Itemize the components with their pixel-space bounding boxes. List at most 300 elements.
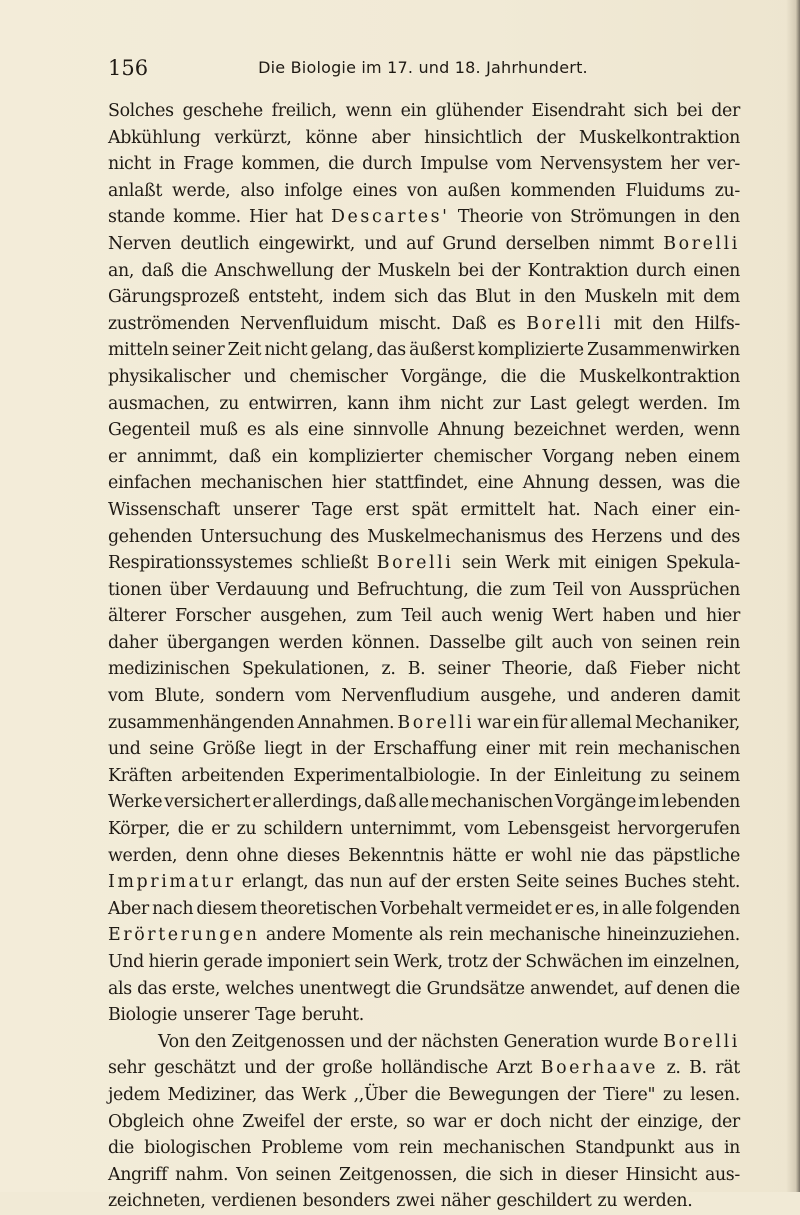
word: sich — [499, 1164, 534, 1185]
word: komplizierter — [308, 446, 423, 467]
text-line — [108, 284, 740, 311]
word: Körper, — [108, 819, 171, 840]
word: z. — [381, 659, 396, 680]
word: der — [491, 260, 521, 281]
word: seiner — [437, 659, 491, 680]
word: eines — [352, 180, 398, 201]
word: Angriff — [108, 1164, 168, 1185]
word: unentwegt — [299, 978, 391, 999]
word: Und — [108, 952, 144, 972]
word: welches — [225, 978, 294, 999]
word: folgenden — [655, 898, 740, 919]
text-line — [108, 656, 740, 683]
word: denen — [656, 978, 709, 999]
word: theoretischen — [260, 898, 377, 919]
word: Von — [236, 1164, 268, 1185]
page-header — [108, 56, 738, 86]
word: er — [211, 819, 230, 840]
text-line — [108, 311, 740, 338]
word: vom — [352, 1138, 389, 1159]
word: Probleme — [261, 1138, 343, 1159]
word: ein — [512, 712, 539, 733]
word: Forscher — [175, 606, 251, 627]
word: Zeitgenossen, — [338, 1164, 458, 1185]
text-line — [108, 178, 740, 205]
word: im — [638, 792, 660, 813]
word: Teil — [401, 606, 432, 627]
word: lesen. — [690, 1084, 740, 1105]
word: allerdings, — [272, 792, 363, 813]
word: was — [671, 473, 705, 494]
word: dessen, — [598, 473, 663, 494]
word: nie — [580, 845, 607, 866]
word: Fluidums — [625, 180, 705, 201]
word: Kräften — [108, 765, 173, 786]
word: Von — [158, 1031, 190, 1052]
word: Teil — [553, 579, 584, 600]
text-line — [108, 550, 740, 577]
word: Nervenfludium — [341, 686, 470, 707]
word: andere — [265, 925, 326, 946]
word: Borelli — [663, 1031, 740, 1052]
word: werden — [278, 632, 343, 653]
word: nicht — [440, 393, 484, 414]
word: hier — [331, 473, 366, 494]
word: werden, — [615, 420, 685, 441]
text-line — [108, 763, 740, 790]
word: gerade — [203, 952, 263, 972]
word: bei — [676, 101, 703, 121]
word: es — [497, 313, 516, 334]
word: entsteht, — [248, 287, 324, 308]
word: hier — [705, 606, 740, 627]
word: einer — [651, 499, 696, 520]
word: nicht — [108, 154, 151, 175]
word: kann — [347, 393, 389, 414]
word: war — [433, 1111, 466, 1132]
word: es, — [575, 898, 600, 919]
word: seines — [565, 872, 619, 893]
word: erst — [365, 499, 399, 520]
word: Descartes' — [330, 207, 450, 228]
word: und — [243, 366, 277, 387]
word: des — [329, 526, 360, 547]
word: zu — [236, 819, 257, 840]
word: auch — [551, 632, 593, 653]
word: an, — [108, 260, 135, 281]
word: Impulse — [419, 154, 489, 175]
word: diesem — [196, 898, 257, 919]
word: kommenden — [510, 180, 616, 201]
word: einem — [687, 446, 740, 467]
text-line — [108, 949, 740, 976]
word: durch — [635, 260, 686, 281]
word: von — [407, 180, 438, 201]
word: im — [627, 952, 649, 972]
text-line — [108, 1188, 740, 1215]
word: zu — [662, 1084, 683, 1105]
word: der — [515, 765, 545, 786]
text-line — [108, 843, 740, 870]
word: ersten — [455, 872, 510, 893]
word: und — [349, 1031, 383, 1052]
word: doch — [499, 1111, 541, 1132]
word: Last — [529, 393, 567, 414]
word: allemal — [569, 712, 632, 733]
text-line — [108, 603, 740, 630]
word: Aber — [108, 898, 149, 919]
word: Gärungsprozeß — [108, 287, 240, 308]
word: Herzens — [591, 526, 663, 547]
word: Werk — [505, 553, 550, 574]
word: Eisendraht — [531, 101, 625, 121]
word: dieser — [565, 1164, 618, 1185]
word: Hier — [249, 207, 287, 228]
word: und — [567, 686, 600, 707]
word: verkürzt, — [214, 127, 292, 148]
word: daher — [108, 632, 158, 653]
word: erste, — [171, 978, 221, 999]
word: Im — [717, 393, 740, 414]
word: nicht — [696, 659, 740, 680]
word: imponiert — [266, 952, 350, 972]
text-line — [108, 417, 740, 444]
word: nicht — [549, 1111, 593, 1132]
word: Annahmen. — [297, 712, 395, 733]
word: durch — [362, 154, 412, 175]
word: die — [414, 1084, 441, 1105]
word: her — [670, 154, 700, 175]
word: ermittelt — [460, 499, 535, 520]
word: die — [476, 579, 503, 600]
word: Respirationssystemes — [108, 553, 293, 574]
word: können. — [351, 632, 420, 653]
word: Erschaffung — [373, 739, 477, 760]
word: ausgehe, — [480, 686, 557, 707]
word: ihm — [398, 393, 431, 414]
word: zu — [597, 1191, 618, 1212]
word: von — [591, 579, 622, 600]
word: über — [169, 579, 209, 600]
word: Generation — [503, 1031, 599, 1052]
word: wurde — [603, 1031, 659, 1052]
word: anwendet, — [529, 978, 619, 999]
word: geschätzt — [153, 1058, 236, 1079]
word: als — [418, 925, 443, 946]
word: sinnvolle — [353, 420, 429, 441]
word: auch — [441, 606, 483, 627]
word: Werk, — [393, 952, 443, 972]
word: der — [387, 1031, 417, 1052]
word: Vorgang — [542, 446, 614, 467]
word: äußerst — [409, 340, 475, 361]
word: das — [314, 872, 344, 893]
word: Befruchtung, — [356, 579, 469, 600]
word: die — [395, 978, 422, 999]
word: Bekenntnis — [348, 845, 444, 866]
word: Einleitung — [553, 765, 642, 786]
text-line — [108, 470, 740, 497]
text-line — [108, 98, 740, 125]
word: die — [108, 1138, 134, 1159]
word: glühender — [435, 101, 523, 121]
word: daß — [364, 792, 397, 813]
word: des — [553, 526, 584, 547]
text-line — [108, 1002, 740, 1029]
text-line — [108, 337, 740, 364]
word: auf — [406, 233, 434, 254]
word: ein — [271, 446, 298, 467]
word: es — [246, 420, 266, 441]
word: daß — [584, 659, 617, 680]
word: rein — [398, 1138, 433, 1159]
word: ein — [400, 101, 427, 121]
word: Wissenschaft — [108, 499, 220, 520]
word: werden, — [108, 845, 178, 866]
word: der — [711, 101, 740, 121]
word: der — [312, 1111, 342, 1132]
word: Experimentalbiologie. — [293, 765, 481, 786]
word: einfachen — [108, 473, 192, 494]
word: sondern — [215, 686, 285, 707]
word: tionen — [108, 579, 162, 600]
word: den — [708, 207, 740, 228]
text-line — [108, 1162, 740, 1189]
word: aus- — [704, 1164, 740, 1185]
word: aus — [684, 1138, 714, 1159]
word: mischt. — [378, 313, 441, 334]
text-line — [108, 816, 740, 843]
word: rät — [715, 1058, 740, 1079]
word: Nach — [593, 499, 639, 520]
word: Frage — [183, 154, 234, 175]
word: Vorgänge — [554, 792, 637, 813]
word: Schwächen — [525, 952, 623, 972]
text-line — [108, 922, 740, 949]
text-line — [108, 151, 740, 178]
word: chemischer — [433, 446, 532, 467]
word: seinen — [641, 632, 697, 653]
word: haben — [602, 606, 655, 627]
word: er — [504, 845, 523, 866]
word: hierin — [148, 952, 199, 972]
word: Nervensystem — [539, 154, 663, 175]
word: mit — [666, 287, 695, 308]
word: vom — [108, 686, 144, 707]
word: ,,Über — [353, 1084, 407, 1105]
word: daß — [141, 260, 174, 281]
word: sehr — [108, 1058, 146, 1079]
word: nach — [152, 898, 194, 919]
text-line — [108, 391, 740, 418]
word: sein — [354, 952, 389, 972]
word: wohl — [531, 845, 572, 866]
word: nahm. — [175, 1164, 229, 1185]
word: für — [541, 712, 567, 733]
word: alle — [398, 792, 429, 813]
word: Buches — [624, 872, 687, 893]
word: schließt — [301, 553, 369, 574]
word: könne — [305, 127, 358, 148]
word: die — [465, 1164, 492, 1185]
word: Seite — [515, 872, 560, 893]
word: holländische — [380, 1058, 488, 1079]
word: der — [536, 127, 565, 148]
word: vermeidet — [465, 898, 552, 919]
word: Hinsicht — [625, 1164, 697, 1185]
word: spät — [411, 499, 448, 520]
word: verdienen — [211, 1191, 297, 1212]
word: unternimmt, — [350, 819, 457, 840]
word: der — [566, 1084, 596, 1105]
word: Borelli — [526, 313, 604, 334]
word: der — [421, 872, 450, 893]
word: hineinzuziehen. — [606, 925, 740, 946]
text-line — [108, 789, 740, 816]
text-line — [108, 364, 740, 391]
page-edge-shadow — [786, 0, 800, 1192]
word: der — [341, 260, 370, 281]
word: Muskeln — [377, 260, 451, 281]
word: einigen — [594, 553, 658, 574]
word: und — [108, 739, 141, 760]
word: rein — [575, 739, 610, 760]
text-line — [108, 577, 740, 604]
word: B. — [407, 659, 426, 680]
text-line — [108, 683, 740, 710]
word: der — [600, 1111, 629, 1132]
word: der — [335, 739, 365, 760]
word: unserer — [183, 1005, 250, 1026]
word: Lebensgeist — [507, 819, 610, 840]
word: in — [519, 287, 536, 308]
word: der — [285, 1058, 314, 1079]
word: und — [670, 526, 703, 547]
word: Verdauung — [216, 579, 310, 600]
word: komme. — [173, 207, 241, 228]
text-line — [108, 1029, 740, 1056]
word: Anschwellung — [214, 260, 334, 281]
word: denn — [185, 845, 229, 866]
word: so — [406, 1111, 425, 1132]
running-title: Die Biologie im 17. und 18. Jahrhundert. — [258, 58, 588, 77]
word: Muskelkontraktion — [578, 366, 740, 387]
word: Wert — [552, 606, 593, 627]
text-line — [108, 258, 740, 285]
word: werden. — [623, 1191, 693, 1212]
word: komplizierte — [477, 340, 584, 361]
word: ver- — [707, 154, 740, 175]
word: biologischen — [144, 1138, 252, 1159]
word: die — [177, 819, 204, 840]
word: ohne — [236, 845, 279, 866]
word: Muskelkontraktion — [578, 127, 740, 148]
text-line — [108, 497, 740, 524]
word: Muskeln — [584, 287, 658, 308]
word: beruht. — [301, 1005, 364, 1026]
word: jedem — [108, 1084, 160, 1105]
word: in — [684, 207, 701, 228]
word: infolge — [284, 180, 343, 201]
word: Blute, — [154, 686, 205, 707]
word: in — [602, 898, 619, 919]
word: einzelnen, — [653, 952, 740, 972]
word: die — [181, 260, 208, 281]
word: näher — [440, 1191, 491, 1212]
word: Obgleich — [108, 1111, 185, 1132]
word: nimmt — [598, 233, 654, 254]
word: erlangt, — [241, 872, 309, 893]
word: gilt — [514, 632, 543, 653]
word: einer — [485, 739, 530, 760]
word: ein- — [708, 499, 740, 520]
word: war — [477, 712, 510, 733]
word: den — [194, 1031, 227, 1052]
word: aber — [371, 127, 411, 148]
word: B. — [689, 1058, 707, 1079]
word: gelegt — [575, 393, 630, 414]
word: Abkühlung — [108, 127, 201, 148]
word: den — [543, 287, 576, 308]
word: zwei — [396, 1191, 435, 1212]
word: vom — [464, 819, 500, 840]
word: Arzt — [496, 1058, 533, 1079]
text-line — [108, 444, 740, 471]
word: Imprimatur — [108, 872, 236, 893]
word: anderen — [610, 686, 681, 707]
word: Nervenfluidum — [240, 313, 369, 334]
word: mechanische — [489, 925, 601, 946]
word: Borelli — [376, 553, 454, 574]
word: bezeichnet — [513, 420, 606, 441]
word: indem — [332, 287, 386, 308]
word: Aussprüchen — [629, 579, 740, 600]
word: freilich, — [271, 101, 337, 121]
word: hätte — [452, 845, 497, 866]
word: die — [500, 366, 527, 387]
word: entwirren, — [248, 393, 338, 414]
word: dem — [703, 287, 740, 308]
text-line — [108, 1135, 740, 1162]
text-line — [108, 125, 740, 152]
word: derselben — [505, 233, 590, 254]
word: seine — [149, 739, 194, 760]
word: z. — [666, 1058, 681, 1079]
word: Boerhaave — [540, 1058, 659, 1079]
word: steht. — [692, 872, 740, 893]
word: Spekula- — [665, 553, 740, 574]
word: die — [328, 154, 355, 175]
word: wenn — [693, 420, 740, 441]
word: die — [713, 978, 740, 999]
word: Spekulationen, — [241, 659, 370, 680]
word: also — [240, 180, 275, 201]
word: in — [541, 1164, 558, 1185]
word: und — [316, 579, 350, 600]
word: seiner — [171, 340, 225, 361]
word: Tiere" — [603, 1084, 656, 1105]
text-line — [108, 869, 740, 896]
word: dieses — [286, 845, 340, 866]
word: außen — [447, 180, 501, 201]
word: zum — [509, 579, 546, 600]
word: Vorgänge, — [400, 366, 488, 387]
word: seinen — [275, 1164, 332, 1185]
word: die — [539, 366, 566, 387]
word: Grund — [442, 233, 497, 254]
word: mit — [557, 553, 586, 574]
word: zuströmenden — [108, 313, 230, 334]
